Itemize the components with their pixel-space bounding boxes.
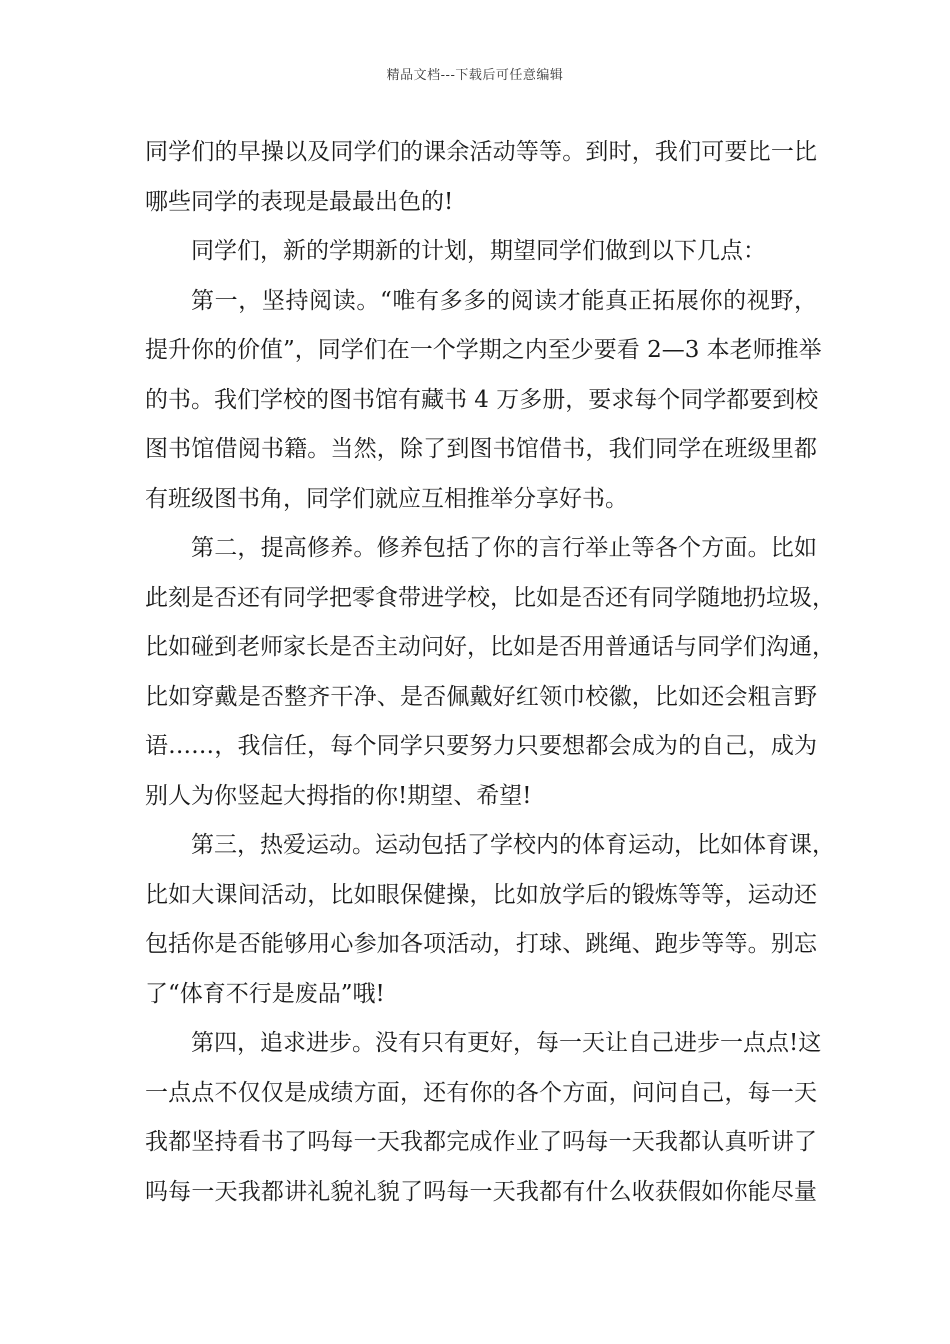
text-line: 同学们的早操以及同学们的课余活动等等。到时，我们可要比一比 <box>145 139 817 165</box>
text-line: 别人为你竖起大拇指的你!期望、希望! <box>145 782 532 809</box>
text-line: 比如大课间活动，比如眼保健操，比如放学后的锻炼等等，运动还 <box>145 881 817 908</box>
text-line: 比如碰到老师家长是否主动问好，比如是否用普通话与同学们沟通， <box>145 634 835 660</box>
text-line: 哪些同学的表现是最最出色的! <box>145 188 454 215</box>
text-line: 语……，我信任，每个同学只要努力只要想都会成为的自己，成为 <box>145 733 817 759</box>
text-line: 我都坚持看书了吗每一天我都完成作业了吗每一天我都认真听讲了 <box>145 1129 817 1155</box>
text-line: 的书。我们学校的图书馆有藏书 4 万多册，要求每个同学都要到校 <box>145 386 819 413</box>
text-line: 第三，热爱运动。运动包括了学校内的体育运动，比如体育课， <box>191 832 835 858</box>
text-line: 一点点不仅仅是成绩方面，还有你的各个方面，问问自己，每一天 <box>145 1079 817 1106</box>
text-line: 了“体育不行是废品”哦! <box>145 980 385 1007</box>
text-line: 比如穿戴是否整齐干净、是否佩戴好红领巾校徽，比如还会粗言野 <box>145 683 817 710</box>
text-line: 提升你的价值”，同学们在一个学期之内至少要看 2—3 本老师推举 <box>145 337 822 363</box>
text-line: 第一，坚持阅读。“唯有多多的阅读才能真正拓展你的视野， <box>191 287 817 314</box>
document-body <box>145 128 835 1217</box>
text-line: 此刻是否还有同学把零食带进学校，比如是否还有同学随地扔垃圾， <box>145 584 835 611</box>
text-line: 吗每一天我都讲礼貌礼貌了吗每一天我都有什么收获假如你能尽量 <box>145 1178 817 1205</box>
text-line: 包括你是否能够用心参加各项活动，打球、跳绳、跑步等等。别忘 <box>145 931 817 957</box>
text-line: 第二，提高修养。修养包括了你的言行举止等各个方面。比如 <box>191 535 817 561</box>
page-header: 精品文档---下载后可任意编辑 <box>386 68 564 83</box>
text-line: 有班级图书角，同学们就应互相推举分享好书。 <box>145 485 628 512</box>
text-line: 图书馆借阅书籍。当然，除了到图书馆借书，我们同学在班级里都 <box>145 436 817 462</box>
text-line: 第四，追求进步。没有只有更好，每一天让自己进步一点点!这 <box>191 1030 822 1056</box>
text-line: 同学们，新的学期新的计划，期望同学们做到以下几点： <box>191 238 766 264</box>
